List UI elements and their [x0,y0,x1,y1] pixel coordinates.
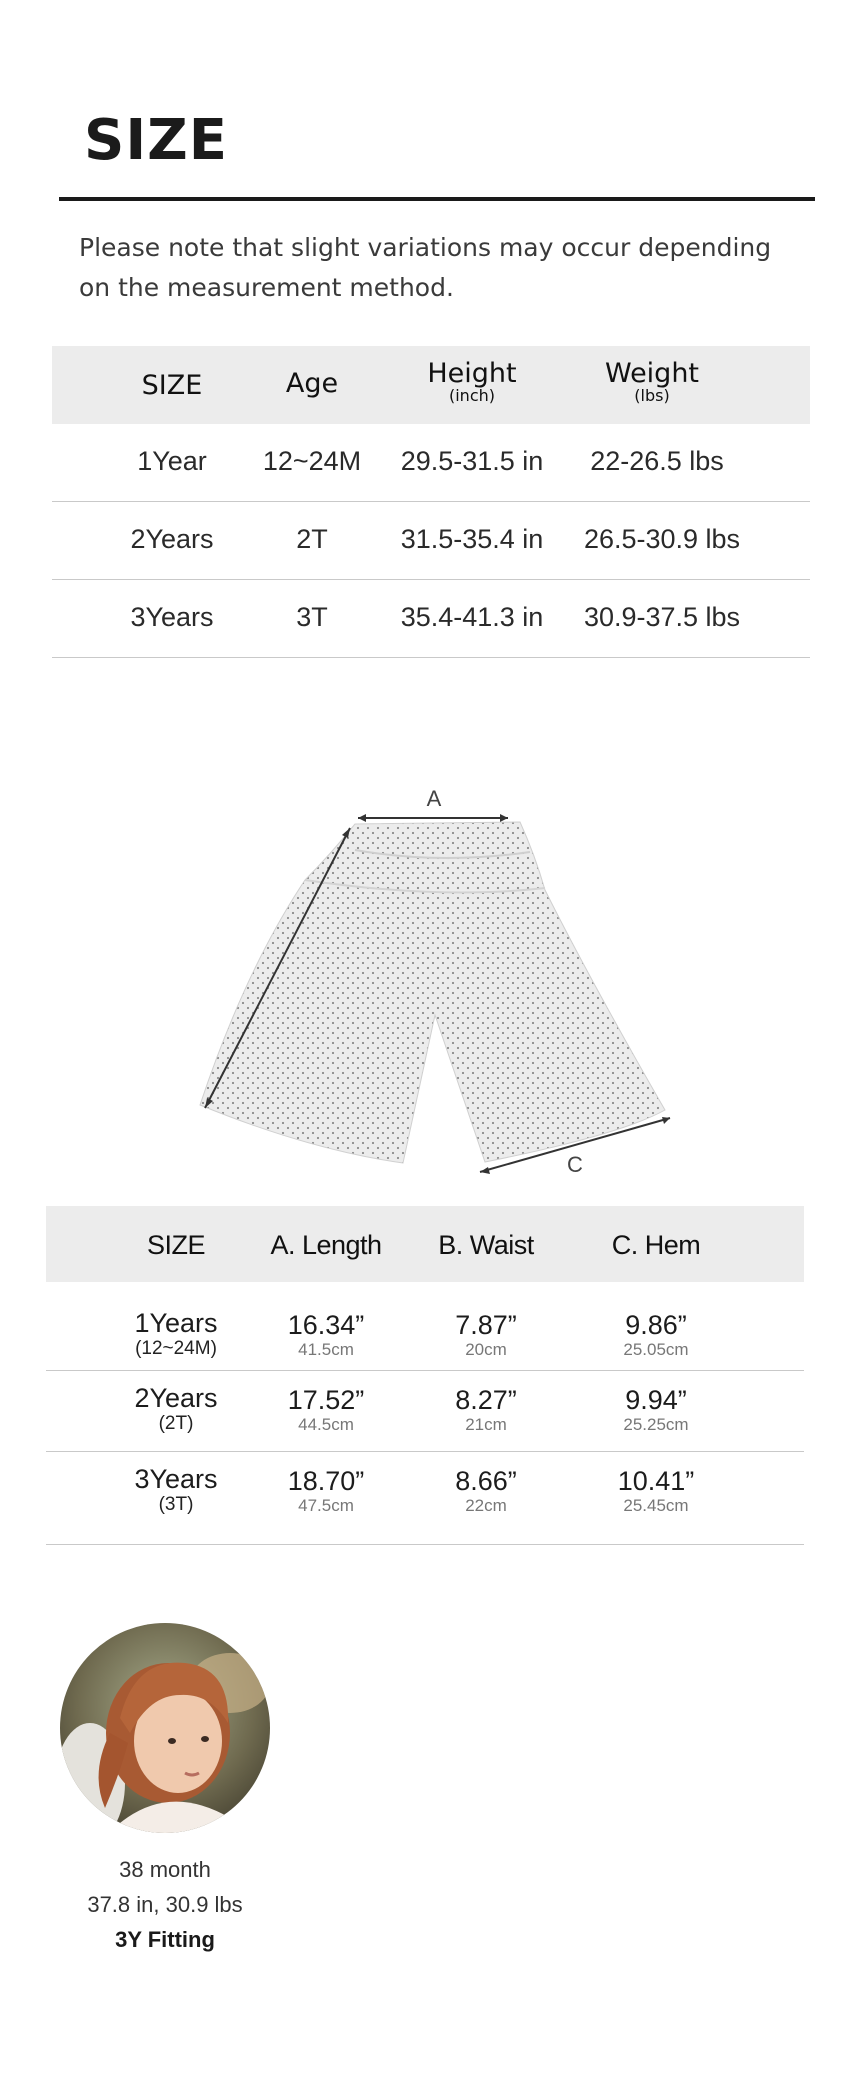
waist-cm: 20cm [465,1340,507,1359]
hem-inch: 9.94” [625,1385,687,1415]
cell-age: 2T [296,524,328,554]
header-waist: B. Waist [438,1230,534,1260]
waist-inch: 7.87” [455,1310,517,1340]
measurement-table [46,1206,804,1545]
cell-size: 3Years [130,602,214,632]
cell-waist [406,1310,566,1360]
hem-cm: 25.45cm [623,1496,689,1515]
cell-length [246,1310,406,1360]
size-label: 3Years [134,1464,218,1494]
waist-inch: 8.27” [455,1385,517,1415]
waist-cm: 21cm [465,1415,507,1434]
hem-inch: 10.41” [617,1466,695,1496]
measure-line-a [358,814,508,822]
size-label: 2Years [134,1383,218,1413]
cell-height: 31.5-35.4 in [400,524,544,554]
cell-size: 1Year [137,446,207,476]
header-length: A. Length [270,1230,382,1260]
header-label: Age [285,368,339,399]
cell-height: 35.4-41.3 in [400,602,544,632]
shorts-garment [200,822,665,1163]
table-header [46,1206,804,1282]
header-age [257,368,367,399]
header-unit: (inch) [448,386,495,405]
cell-size [106,1383,246,1435]
cell-hem [576,1310,736,1360]
page-title: SIZE [84,108,229,173]
header-label: Weight [604,358,700,389]
cell-hem [576,1385,736,1435]
header-size: SIZE [146,1230,205,1260]
cell-length [246,1466,406,1516]
length-inch: 16.34” [287,1310,365,1340]
label-a: A [426,786,442,811]
header-unit: (lbs) [634,386,670,405]
table-row [52,502,810,580]
length-inch: 18.70” [287,1466,365,1496]
model-measurements: 37.8 in, 30.9 lbs [87,1892,243,1917]
cell-weight: 22-26.5 lbs [590,446,724,476]
header-label: Height [427,358,517,389]
header-height [402,358,542,405]
label-c: C [567,1152,583,1177]
cell-age: 3T [296,602,328,632]
header-hem: C. Hem [611,1230,701,1260]
model-fitting: 3Y Fitting [115,1927,215,1952]
header-size [122,370,222,401]
header-weight [577,358,727,405]
cell-age: 12~24M [262,446,362,476]
table-row [52,580,810,658]
cell-weight: 26.5-30.9 lbs [583,524,741,554]
cell-size [106,1464,246,1516]
hem-inch: 9.86” [625,1310,687,1340]
size-sublabel: (12~24M) [135,1338,217,1359]
table-row [52,424,810,502]
hem-cm: 25.25cm [623,1415,689,1434]
cell-length [246,1385,406,1435]
waist-inch: 8.66” [455,1466,517,1496]
size-chart-table [52,346,810,658]
shorts-measurement-diagram [190,780,690,1180]
title-divider [59,197,815,201]
model-age: 38 month [119,1857,211,1882]
length-cm: 41.5cm [298,1340,354,1359]
cell-size [106,1308,246,1360]
length-cm: 47.5cm [298,1496,354,1515]
waist-cm: 22cm [465,1496,507,1515]
header-label: SIZE [141,370,203,401]
table-row [46,1282,804,1371]
cell-size: 2Years [130,524,214,554]
length-cm: 44.5cm [298,1415,354,1434]
cell-waist [406,1385,566,1435]
cell-waist [406,1466,566,1516]
table-row [46,1371,804,1452]
model-photo [60,1623,270,1833]
size-sublabel: (3T) [158,1494,194,1515]
cell-hem [576,1466,736,1516]
table-row [46,1452,804,1545]
measurement-note: Please note that slight variations may occur depending on the measurement method. [79,233,772,302]
size-sublabel: (2T) [158,1413,194,1434]
cell-weight: 30.9-37.5 lbs [583,602,741,632]
cell-height: 29.5-31.5 in [400,446,544,476]
hem-cm: 25.05cm [623,1340,689,1359]
length-inch: 17.52” [287,1385,365,1415]
size-label: 1Years [134,1308,218,1338]
table-header [52,346,810,424]
